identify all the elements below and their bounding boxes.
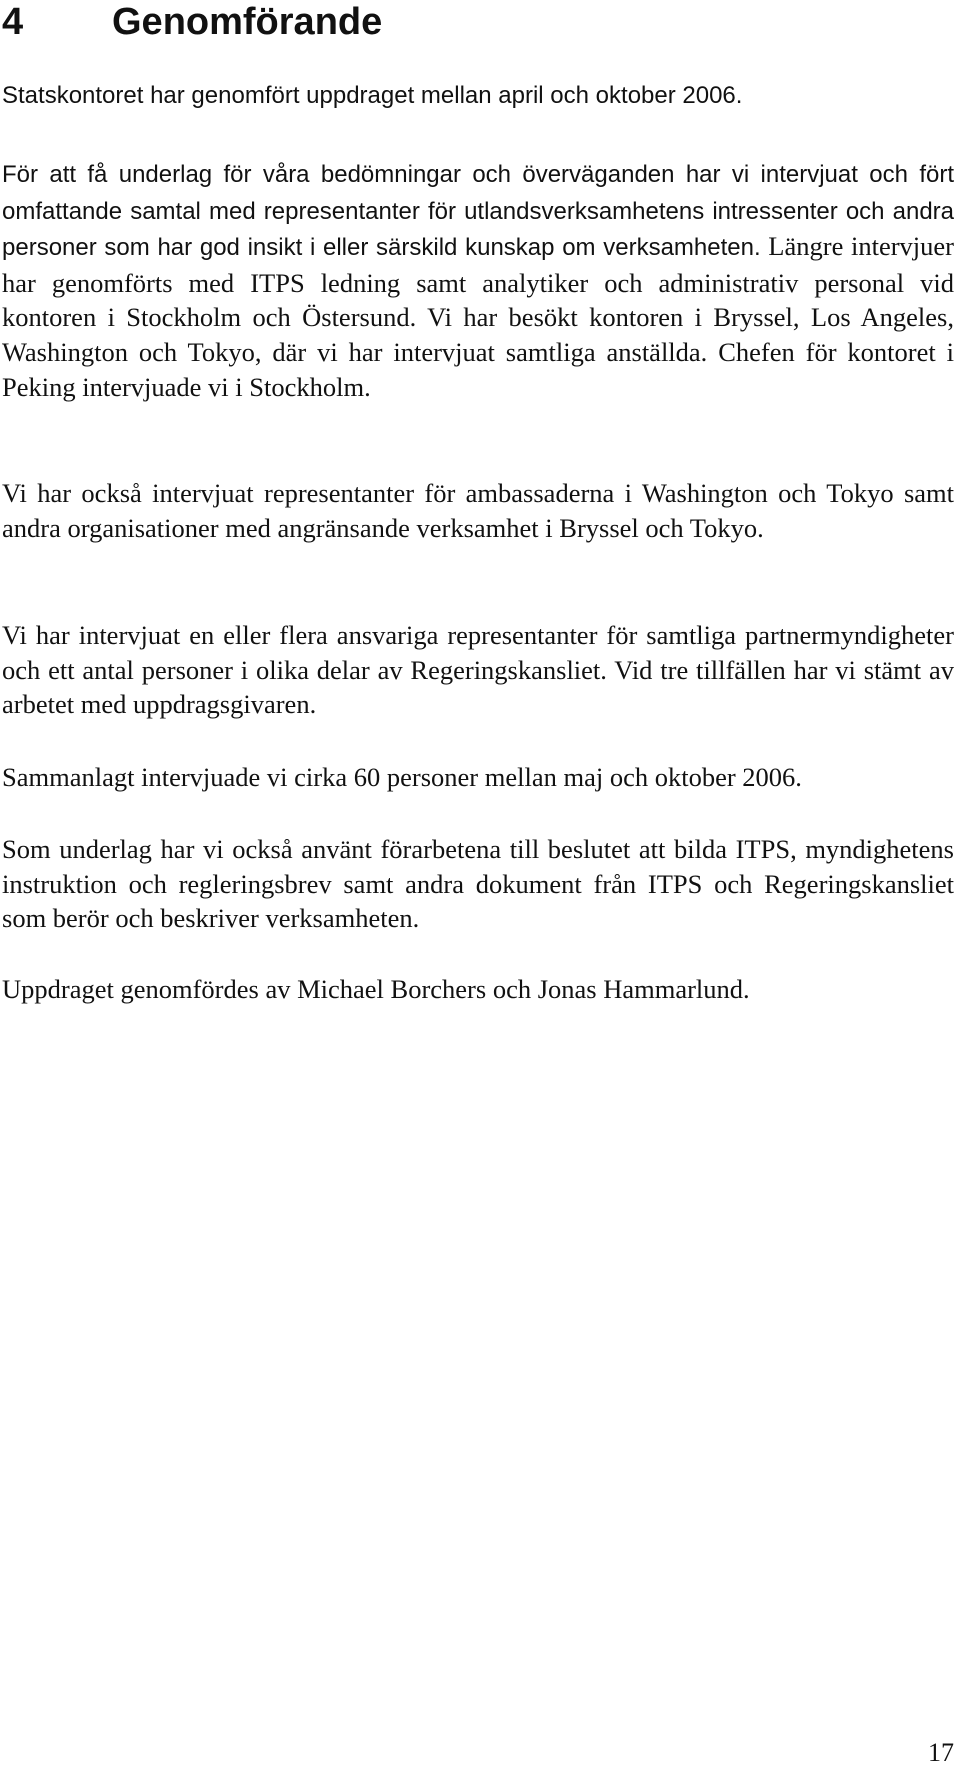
paragraph-interviews-sans-part: För att få underlag för våra bedömningar och överväganden har vi intervjuat och fört omfattande samtal med representanter för utlandsverksamhetens intressenter och andra personer som har god insikt i eller särskild kunskap om verksamheten. [2,161,954,262]
page-number: 17 [928,1738,954,1767]
section-heading [2,0,382,44]
paragraph-interviews-serif-part: Längre intervjuer har genomförts med ITPS ledning samt analytiker och administrativ personal vid kontoren i Stockholm och Östersund. Vi har besökt kontoren i Bryssel, Los Angeles, Washington och Tokyo, där vi har intervjuat samtliga anställda. Chefen för kontoret i Peking intervjuade vi i Stockholm. [2,231,954,402]
paragraph-authors: Uppdraget genomfördes av Michael Borchers och Jonas Hammarlund. [2,974,750,1004]
paragraph-documents: Som underlag har vi också använt förarbetena till beslutet att bilda ITPS, myndighetens instruktion och regleringsbrev samt andra dokument från ITPS och Regeringskansliet som berör och beskriver verksamheten. [2,834,954,934]
paragraph-total-interviews: Sammanlagt intervjuade vi cirka 60 personer mellan maj och oktober 2006. [2,762,802,792]
lead-paragraph: Statskontoret har genomfört uppdraget mellan april och oktober 2006. [2,82,743,109]
paragraph-embassies: Vi har också intervjuat representanter för ambassaderna i Washington och Tokyo samt andra organisationer med angränsande verksamhet i Bryssel och Tokyo. [2,478,954,543]
section-number: 4 [2,1,24,43]
paragraph-partner-agencies: Vi har intervjuat en eller flera ansvariga representanter för samtliga partnermyndigheter och ett antal personer i olika delar av Regeringskansliet. Vid tre tillfällen har vi stämt av arbetet med uppdragsgivaren. [2,620,954,720]
paragraph-interviews [2,156,954,404]
section-title: Genomförande [112,1,383,43]
